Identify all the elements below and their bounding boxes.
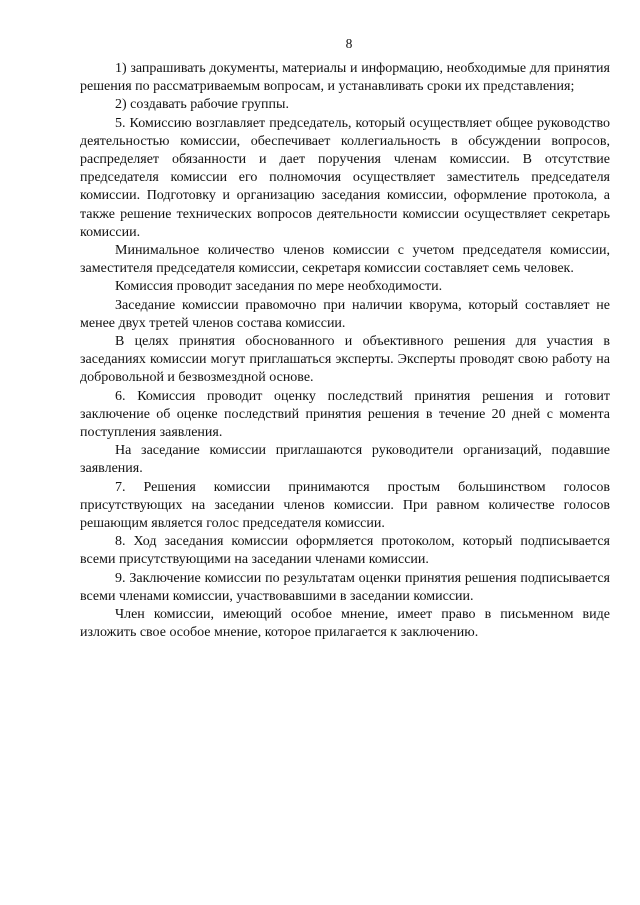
paragraph-invited-heads: На заседание комиссии приглашаются руководители организаций, подавшие заявления. [80,443,610,477]
document-body [80,60,610,643]
paragraph-dissenting-opinion: Член комиссии, имеющий особое мнение, имеет право в письменном виде изложить свое особое мнение, которое прилагается к заключению. [80,607,610,641]
paragraph-working-groups: 2) создавать рабочие группы. [115,97,289,113]
paragraph-item-8-protocol: 8. Ход заседания комиссии оформляется протоколом, который подписывается всеми присутствующими на заседании членами комиссии. [80,534,610,568]
paragraph-meetings-frequency: Комиссия проводит заседания по мере необходимости. [115,279,443,295]
paragraph-item-7-decisions: 7. Решения комиссии принимаются простым большинством голосов присутствующих на заседании членов комиссии. При равном количестве голосов решающим является голос председателя комиссии. [80,479,610,532]
paragraph-quorum: Заседание комиссии правомочно при наличии кворума, который составляет не менее двух третей членов состава комиссии. [80,297,610,331]
paragraph-item-6-assessment: 6. Комиссия проводит оценку последствий принятия решения и готовит заключение об оценке последствий принятия решения в течение 20 дней с момента поступления заявления. [80,388,610,441]
paragraph-item-5-chairman: 5. Комиссию возглавляет председатель, который осуществляет общее руководство деятельностью комиссии, обеспечивает коллегиальность в обсуждении вопросов, распределяет обязанности и дает поручения членам комиссии. В отсутствие председателя комиссии его полномочия осуществляет заместитель председателя комиссии. Подготовку и организацию заседания комиссии, оформление протокола, а также решение технических вопросов деятельности комиссии осуществляет секретарь комиссии. [80,115,610,240]
paragraph-experts: В целях принятия обоснованного и объективного решения для участия в заседаниях комиссии могут приглашаться эксперты. Эксперты проводят свою работу на добровольной и безвозмездной основе. [80,334,610,386]
paragraph-item-9-conclusion: 9. Заключение комиссии по результатам оценки принятия решения подписывается всеми членами комиссии, участвовавшими в заседании комиссии. [80,570,610,604]
page-number: 8 [345,36,353,51]
paragraph-minimum-members: Минимальное количество членов комиссии с учетом председателя комиссии, заместителя председателя комиссии, секретаря комиссии составляет семь человек. [80,243,610,277]
paragraph-request-documents: 1) запрашивать документы, материалы и информацию, необходимые для принятия решения по рассматриваемым вопросам, и устанавливать сроки их представления; [80,61,610,95]
